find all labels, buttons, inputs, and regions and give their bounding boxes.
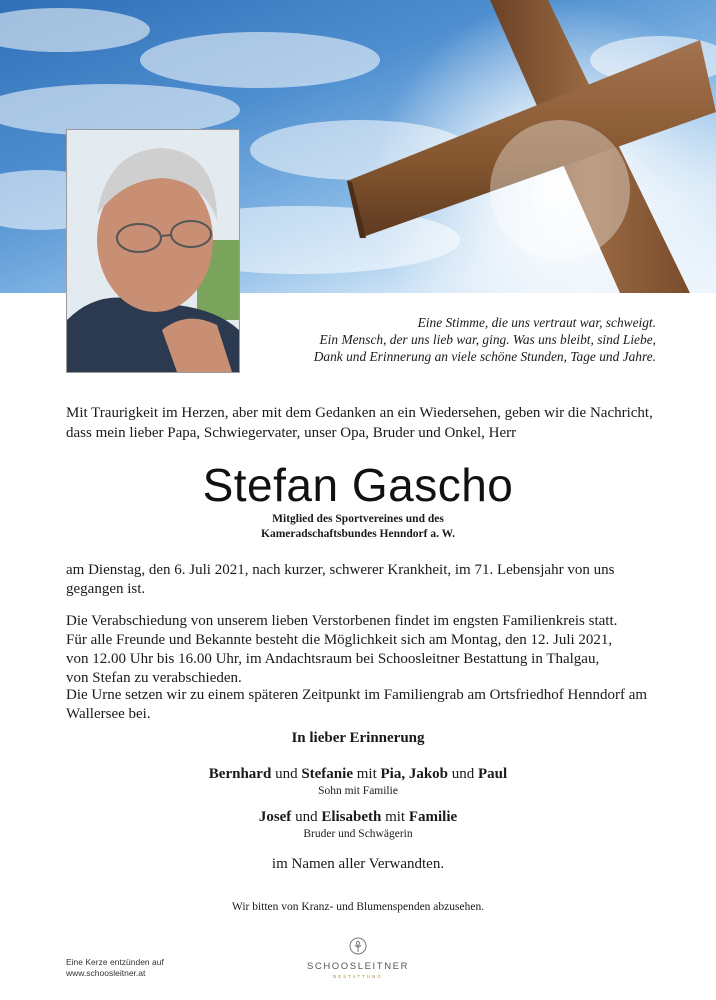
text-line: Wallersee bei. bbox=[66, 706, 151, 722]
family-line-1 bbox=[0, 766, 716, 783]
membership-line: Mitglied des Sportvereines und des bbox=[272, 513, 444, 525]
connector: und bbox=[291, 809, 322, 825]
farewell-paragraph bbox=[66, 612, 651, 688]
quote-line: Dank und Erinnerung an viele schöne Stunden, Tage und Jahre. bbox=[313, 349, 656, 364]
intro-line: dass mein lieber Papa, Schwiegervater, unser Opa, Bruder und Onkel, Herr bbox=[66, 424, 517, 441]
connector: und bbox=[271, 766, 302, 782]
family-relation-1: Sohn mit Familie bbox=[318, 785, 398, 797]
connector: und bbox=[448, 766, 479, 782]
intro-text bbox=[66, 404, 656, 443]
candle-text: Eine Kerze entzünden auf bbox=[66, 957, 164, 967]
rose-logo-icon bbox=[349, 937, 367, 955]
family-name: Elisabeth bbox=[321, 809, 382, 825]
membership-line: Kameradschaftsbundes Henndorf a. W. bbox=[261, 528, 455, 540]
text-line: gegangen ist. bbox=[66, 581, 146, 597]
logo-name: SCHOOSLEITNER bbox=[306, 961, 410, 972]
family-name: Josef bbox=[258, 809, 292, 825]
connector: mit bbox=[352, 766, 381, 782]
membership-text bbox=[0, 512, 716, 542]
urn-paragraph bbox=[66, 686, 651, 724]
connector: mit bbox=[381, 809, 409, 825]
memorial-quote bbox=[270, 314, 656, 365]
text-line: Für alle Freunde und Bekannte besteht die Möglichkeit sich am Montag, den 12. Juli 2021, bbox=[66, 632, 613, 648]
intro-line: Mit Traurigkeit im Herzen, aber mit dem Gedanken an ein Wiedersehen, geben wir die Nachricht, bbox=[66, 405, 653, 421]
portrait-photo bbox=[66, 129, 240, 373]
family-line-2 bbox=[0, 809, 716, 826]
logo-subtitle: BESTATTUNG bbox=[333, 974, 383, 979]
text-line: Die Verabschiedung von unserem lieben Verstorbenen findet im engsten Familienkreis statt. bbox=[66, 613, 618, 629]
candle-link[interactable] bbox=[66, 957, 164, 979]
closing-line: im Namen aller Verwandten. bbox=[271, 856, 445, 872]
family-relation-2: Bruder und Schwägerin bbox=[303, 828, 413, 840]
quote-line: Ein Mensch, der uns lieb war, ging. Was uns bleibt, sind Liebe, bbox=[319, 332, 656, 347]
family-name: Bernhard bbox=[208, 766, 272, 782]
text-line: Die Urne setzen wir zu einem späteren Zeitpunkt im Familiengrab am Ortsfriedhof Henndorf am bbox=[66, 687, 648, 703]
family-name: Pia, Jakob bbox=[380, 766, 449, 782]
text-line: am Dienstag, den 6. Juli 2021, nach kurzer, schwerer Krankheit, im 71. Lebensjahr von uns bbox=[66, 562, 615, 578]
family-name: Familie bbox=[408, 809, 458, 825]
text-line: von 12.00 Uhr bis 16.00 Uhr, im Andachtsraum bei Schoosleitner Bestattung in Thalgau, bbox=[66, 651, 600, 667]
candle-url[interactable]: www.schoosleitner.at bbox=[66, 968, 146, 978]
death-notice bbox=[66, 561, 651, 599]
schoosleitner-logo bbox=[300, 937, 416, 979]
memory-heading: In lieber Erinnerung bbox=[291, 730, 425, 746]
deceased-name: Stefan Gascho bbox=[202, 459, 514, 511]
family-name: Paul bbox=[478, 766, 508, 782]
family-name: Stefanie bbox=[301, 766, 353, 782]
text-line: von Stefan zu verabschieden. bbox=[66, 670, 242, 686]
flowers-notice: Wir bitten von Kranz- und Blumenspenden abzusehen. bbox=[231, 901, 485, 913]
quote-line: Eine Stimme, die uns vertraut war, schweigt. bbox=[417, 315, 656, 330]
